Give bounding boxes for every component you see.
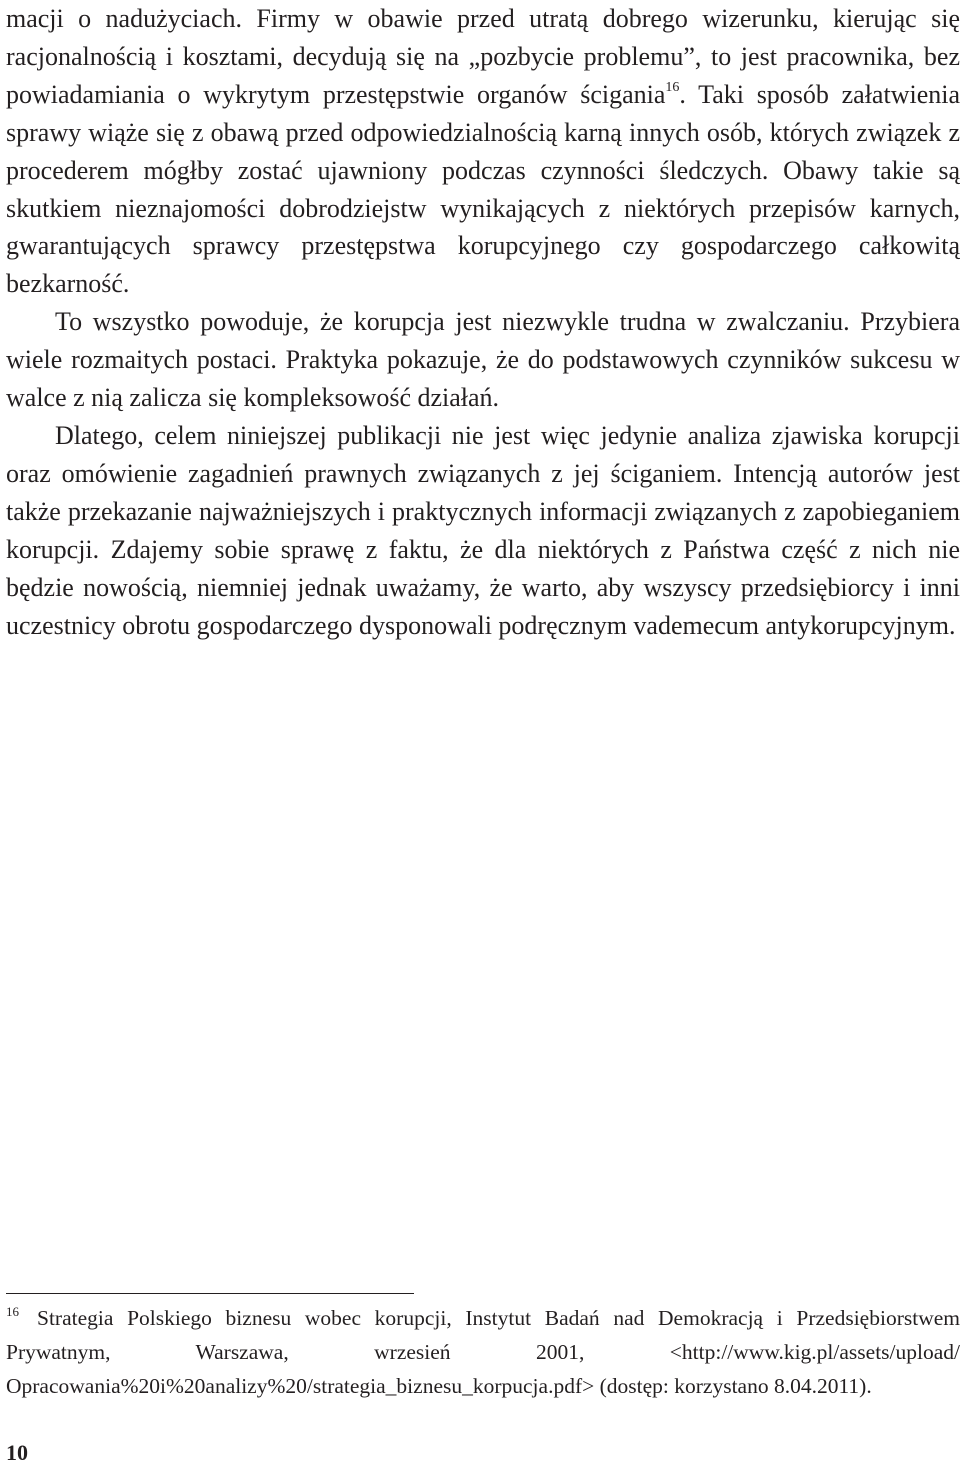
footnotes xyxy=(6,1301,960,1403)
footnote-reference[interactable]: 16 xyxy=(665,79,680,95)
paragraph-1-text-b: . Taki sposób załatwienia sprawy wiąże się z obawą przed odpowiedzialnością karną innych osób, których związek z procederem mógłby zostać ujawniony podczas czynności śledczych. Obawy takie są skutkiem nieznajomości dobrodziejstw wynikających z niektórych przepisów karnych, gwarantujących sprawcy przestępstwa korupcyjnego czy gospodarczego całkowitą bezkarność. xyxy=(6,79,960,299)
page-number: 10 xyxy=(6,1440,28,1465)
footnote-separator xyxy=(6,1293,414,1294)
main-text xyxy=(6,0,960,644)
paragraph-1 xyxy=(6,0,960,303)
footnote-text: Strategia Polskiego biznesu wobec korupcji, Instytut Badań nad Demokracją i Przedsiębiorstwem Prywatnym, Warszawa, wrzesień 2001, <http://www.kig.pl/assets/​upload/​Opracowania%20i%20analizy%20/strategia_biznesu_korpucja.pdf> (dostęp: korzystano 8.04.2011). xyxy=(6,1306,960,1398)
paragraph-1-text-a: macji o nadużyciach. Firmy w obawie przed utratą dobrego wizerunku, kierując się racjonalnością i kosztami, decydują się na „pozbycie problemu”, to jest pracownika, bez powiadamiania o wykrytym przestępstwie organów ścigania xyxy=(6,4,960,109)
paragraph-3: Dlatego, celem niniejszej publikacji nie jest więc jedynie analiza zjawiska korupcji oraz omówienie zagadnień prawnych związanych z jej ściganiem. Intencją autorów jest także przekazanie najważniejszych i praktycznych informacji związanych z zapobieganiem korupcji. Zdajemy sobie sprawę z faktu, że dla niektórych z Państwa część z nich nie będzie nowością, niemniej jednak uważamy, że warto, aby wszyscy przedsiębiorcy i inni uczestnicy obrotu gospodarczego dysponowali podręcznym vademecum antykorupcyjnym. xyxy=(6,420,960,640)
paragraph-2: To wszystko powoduje, że korupcja jest niezwykle trudna w zwalczaniu. Przybiera wiele rozmaitych postaci. Praktyka pokazuje, że do podstawowych czynników sukcesu w walce z nią zalicza się kompleksowość działań. xyxy=(6,307,960,413)
footnote-16 xyxy=(6,1301,960,1403)
footnote-number: 16 xyxy=(6,1304,19,1319)
